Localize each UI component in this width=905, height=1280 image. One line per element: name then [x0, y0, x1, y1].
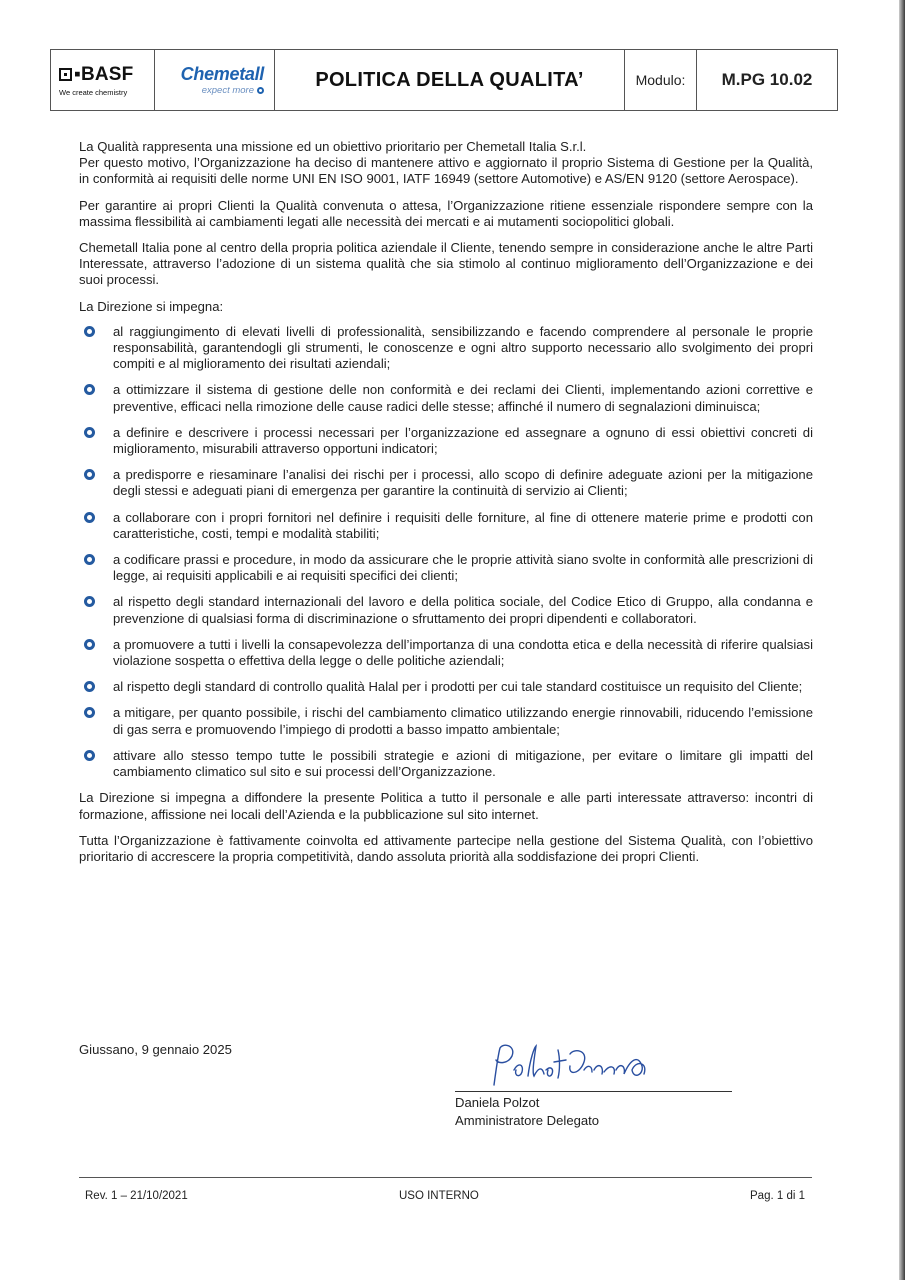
list-item: al rispetto degli standard internazionali del lavoro e della politica sociale, del Codice Etico di Gruppo, alla condanna e prevenzione di qualsiasi forma di discriminazione o sfruttamento dei propri dipendenti e collaboratori.: [79, 594, 813, 626]
policy-body: [79, 139, 813, 875]
list-item: a predisporre e riesaminare l’analisi dei rischi per i processi, allo scopo di definire adeguate azioni per la mitigazione degli stessi e adeguati piani di emergenza per garantire la continuità di servizio ai Clienti;: [79, 467, 813, 499]
list-item: a codificare prassi e procedure, in modo da assicurare che le proprie attività siano svolte in conformità alle prescrizioni di legge, ai requisiti applicabili e ai requisiti specifici dei clienti;: [79, 552, 813, 584]
list-item: a mitigare, per quanto possibile, i rischi del cambiamento climatico utilizzando energie rinnovabili, riducendo l’emissione di gas serra e promuovendo l’impiego di prodotti a basso impatto ambientale;: [79, 705, 813, 737]
list-item: a collaborare con i propri fornitori nel definire i requisiti delle forniture, al fine di ottenere materie prime e prodotti con caratteristiche, costi, tempi e modalità stabiliti;: [79, 510, 813, 542]
paragraph-customer-focus: Chemetall Italia pone al centro della propria politica aziendale il Cliente, tenendo sempre in considerazione anche le altre Parti Interessate, attraverso l’adozione di un sistema qualità che sia stimolo al continuo miglioramento dell’Organizzazione e dei suoi processi.: [79, 240, 813, 288]
list-item: al rispetto degli standard di controllo qualità Halal per i prodotti per cui tale standard costituisce un requisito del Cliente;: [79, 679, 813, 695]
bullet-icon: [84, 596, 95, 607]
list-item: attivare allo stesso tempo tutte le possibili strategie e azioni di mitigazione, per evitare o limitare gli impatti del cambiamento climatico sul sito e sui processi dell’Organizzazione.: [79, 748, 813, 780]
chemetall-dot-icon: [257, 87, 264, 94]
list-item: a ottimizzare il sistema di gestione delle non conformità e dei reclami dei Clienti, implementando azioni correttive e preventive, efficaci nella rimozione delle cause radici delle stesse; affinché il numero di segnalazioni diminuisca;: [79, 382, 813, 414]
basf-wordmark: BASF: [80, 63, 134, 85]
bullet-icon: [84, 427, 95, 438]
basf-square-icon: [59, 68, 72, 81]
bullet-icon: [84, 681, 95, 692]
paragraph-clients: Per garantire ai propri Clienti la Qualità convenuta o attesa, l’Organizzazione ritiene essenziale rispondere sempre con la massima flessibilità ai cambiamenti legati alle necessità dei mercati e ai mutamenti sociopolitici globali.: [79, 197, 813, 229]
list-item: a promuovere a tutti i livelli la consapevolezza dell’importanza di una condotta etica e della necessità di riferire qualsiasi violazione sospetta o effettiva della legge o delle politiche aziendali;: [79, 637, 813, 669]
list-item: al raggiungimento di elevati livelli di professionalità, sensibilizzando e facendo comprendere al personale le proprie responsabilità, garantendogli gli strumenti, le conoscenze e ogni altro supporto necessario allo svolgimento dei propri compiti e al miglioramento dei risultati aziendali;: [79, 324, 813, 373]
bullet-icon: [84, 326, 95, 337]
bullet-icon: [84, 639, 95, 650]
basf-tagline: We create chemistry: [59, 87, 128, 97]
paragraph-involvement: Tutta l’Organizzazione è fattivamente coinvolta ed attivamente partecipe nella gestione del Sistema Qualità, con l’obiettivo prioritario di accrescere la propria competitività, dando assoluta priorità alla soddisfazione dei propri Clienti.: [79, 832, 813, 864]
place-date: Giussano, 9 gennaio 2025: [79, 1042, 232, 1057]
signer-block: [455, 1094, 599, 1130]
document-title: POLITICA DELLA QUALITA’: [315, 68, 584, 91]
page-edge: [899, 0, 905, 1280]
page-number: Pag. 1 di 1: [750, 1190, 805, 1202]
signer-role: Amministratore Delegato: [455, 1113, 600, 1128]
commitments-intro: La Direzione si impegna:: [79, 298, 224, 314]
list-item: a definire e descrivere i processi necessari per l’organizzazione ed assegnare a ognuno di essi obiettivi concreti di miglioramento, misurabili attraverso opportuni indicatori;: [79, 425, 813, 457]
module-code: M.PG 10.02: [721, 70, 813, 89]
classification-label: USO INTERNO: [399, 1190, 479, 1202]
revision-info: Rev. 1 – 21/10/2021: [85, 1190, 188, 1202]
signer-name: Daniela Polzot: [455, 1095, 540, 1110]
signature-line: [455, 1091, 732, 1092]
chemetall-wordmark: Chemetall: [180, 64, 264, 84]
commitments-list: [79, 324, 813, 780]
chemetall-logo: [155, 50, 275, 110]
basf-logo: ▪ BASF We create chemistry: [51, 50, 155, 110]
footer-divider: [79, 1177, 812, 1178]
document-header: [50, 49, 838, 111]
bullet-icon: [84, 750, 95, 761]
bullet-icon: [84, 469, 95, 480]
module-label: Modulo:: [625, 50, 697, 110]
paragraph-dissemination: La Direzione si impegna a diffondere la presente Politica a tutto il personale e alle parti interessate attraverso: incontri di formazione, affissione nei locali dell’Azienda e la pubblicazione sul sito internet.: [79, 790, 813, 822]
bullet-icon: [84, 512, 95, 523]
paragraph-intro: La Qualità rappresenta una missione ed un obiettivo prioritario per Chemetall Italia S.r.l. Per questo motivo, l’Organizzazione ha deciso di mantenere attivo e aggiornato il proprio Sistema di Gestione per la Qualità, in conformità ai requisiti delle norme UNI EN ISO 9001, IATF 16949 (settore Automotive) e AS/EN 9120 (settore Aerospace).: [79, 139, 813, 187]
bullet-icon: [84, 707, 95, 718]
bullet-icon: [84, 384, 95, 395]
chemetall-tagline: expect more: [201, 85, 254, 96]
bullet-icon: [84, 554, 95, 565]
